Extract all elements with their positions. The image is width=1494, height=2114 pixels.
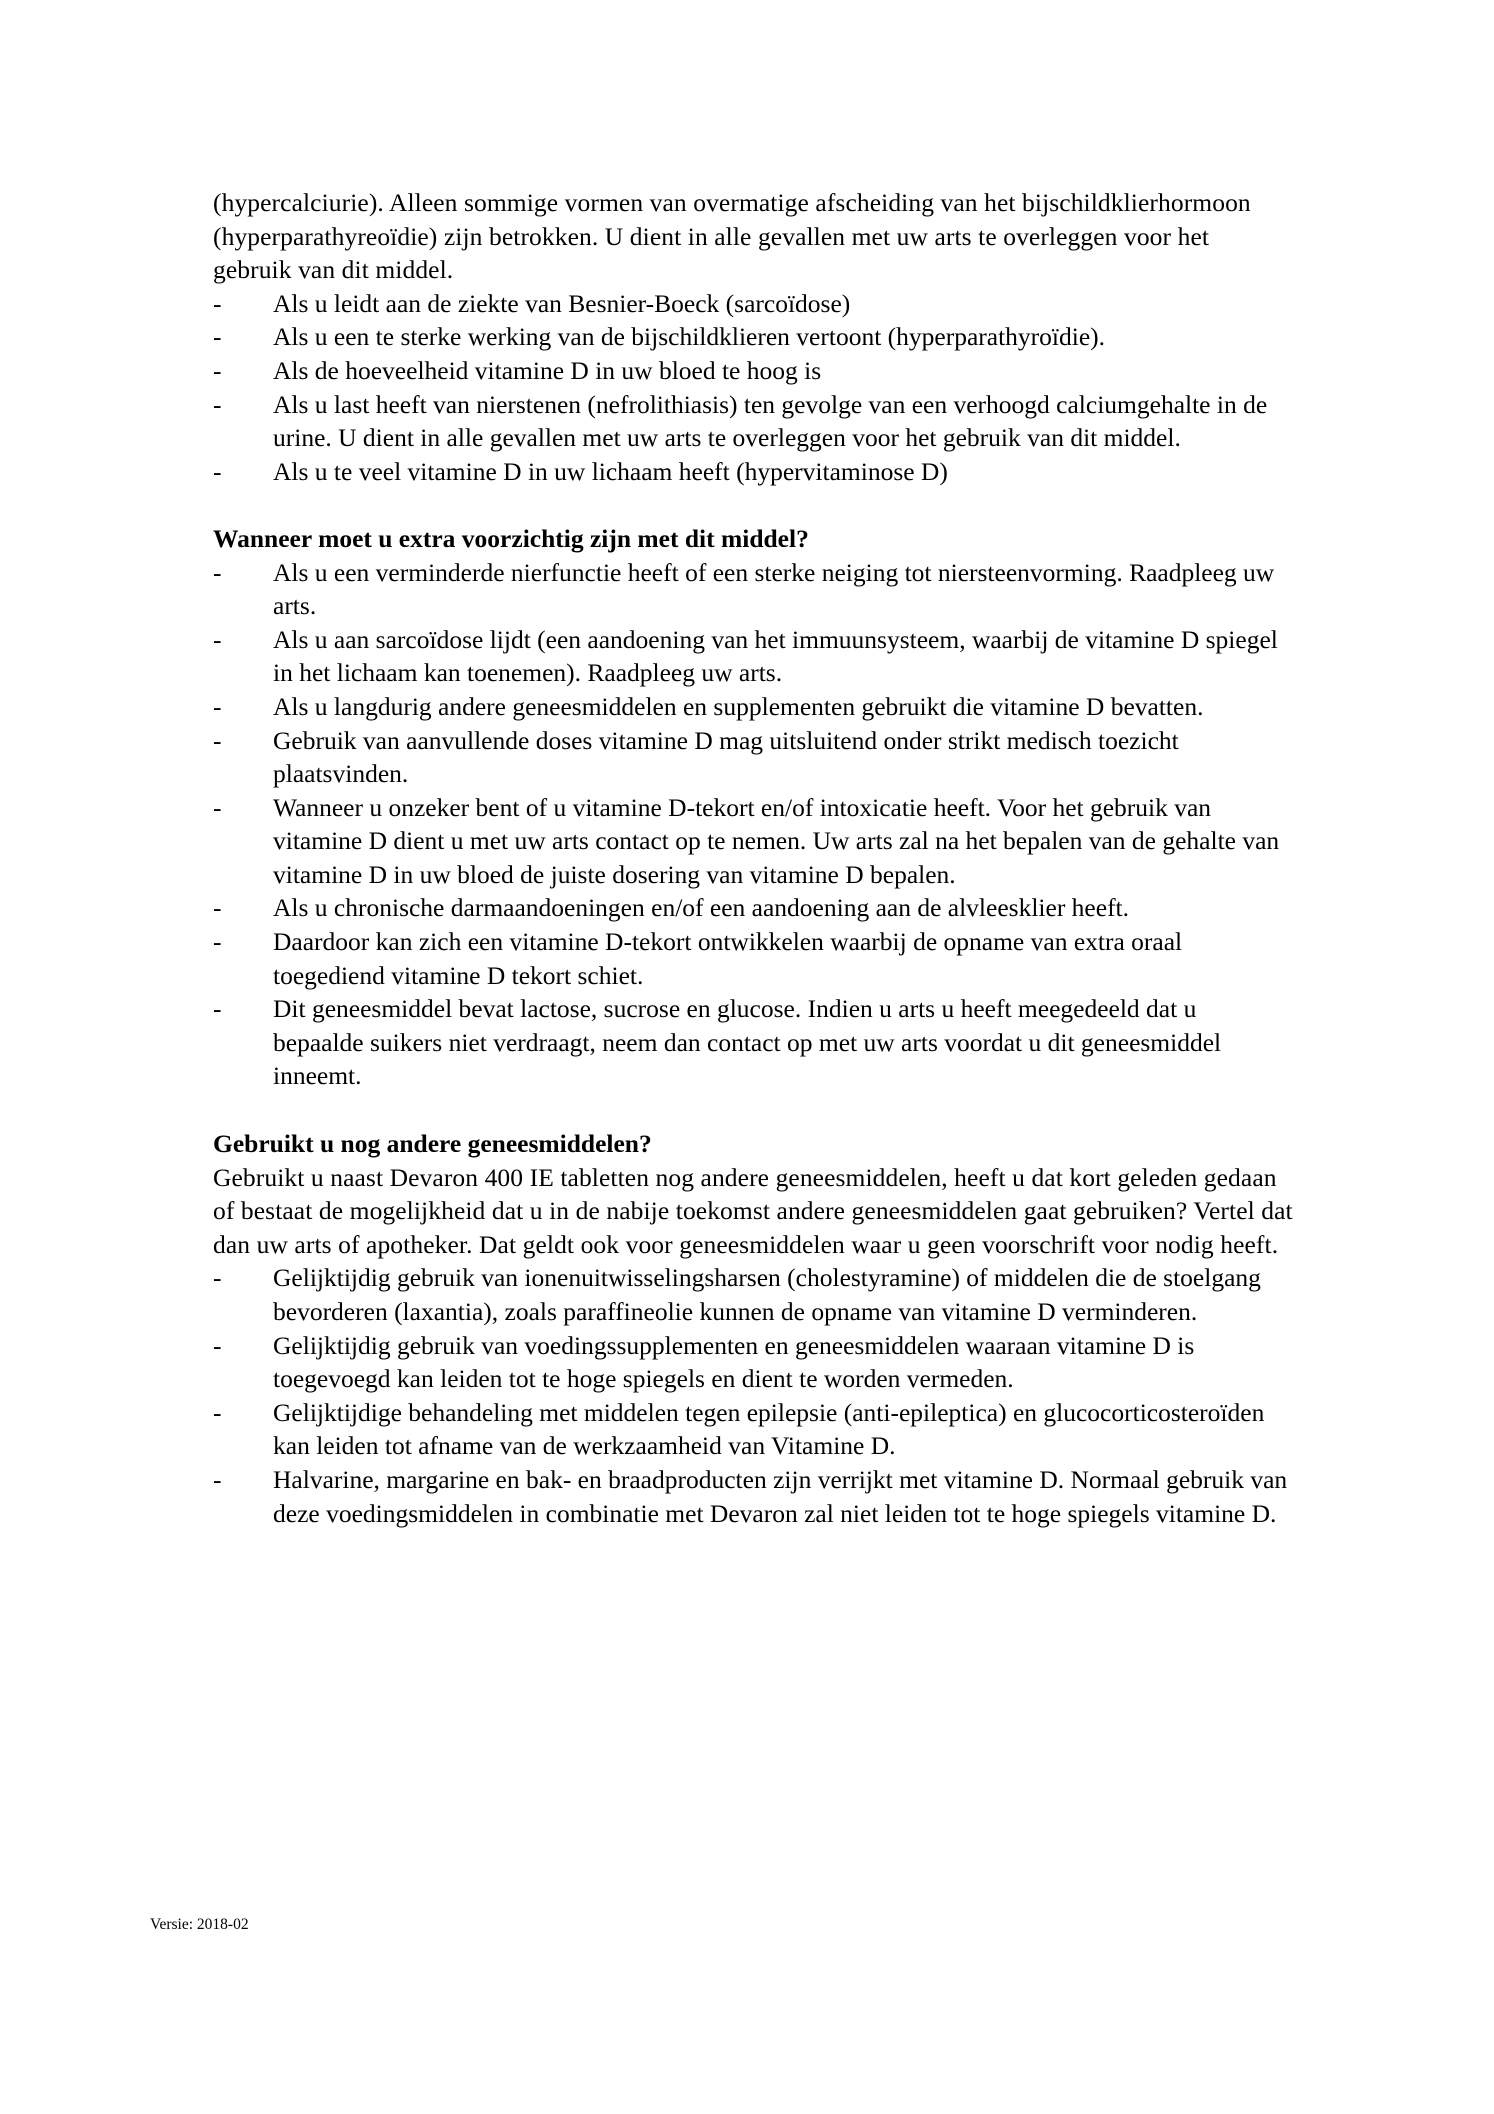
bullet-dash-icon: - [213,725,222,755]
list-item-text: Als u te veel vitamine D in uw lichaam heeft (hypervitaminose D) [273,456,948,486]
list-item-text: Daardoor kan zich een vitamine D-tekort ontwikkelen waarbij de opname van extra oraal toegediend vitamine D tekort schiet. [273,927,1183,990]
list-item [213,556,1293,623]
bullet-dash-icon: - [213,557,222,587]
list-item [213,1396,1293,1463]
bullet-dash-icon: - [213,624,222,654]
list-item-text: Als de hoeveelheid vitamine D in uw bloed te hoog is [273,355,822,385]
list-item-text: Dit geneesmiddel bevat lactose, sucrose en glucose. Indien u arts u heeft meegedeeld dat u bepaalde suikers niet verdraagt, neem dan contact op met uw arts voordat u dit geneesmiddel inneemt. [273,994,1222,1091]
section-spacer [213,1093,1293,1127]
list-item [213,354,1293,388]
bullet-dash-icon: - [213,456,222,486]
other-medicines-bullet-list [213,1261,1293,1530]
list-item [213,791,1293,892]
list-item-text: Gelijktijdig gebruik van voedingssupplementen en geneesmiddelen waaraan vitamine D is toegevoegd kan leiden tot te hoge spiegels en dient te worden vermeden. [273,1330,1195,1394]
list-item-text: Als u leidt aan de ziekte van Besnier-Boeck (sarcoïdose) [273,288,851,318]
list-item [213,1463,1293,1530]
list-item [213,1261,1293,1328]
bullet-dash-icon: - [213,893,222,923]
bullet-dash-icon: - [213,322,222,352]
list-item [213,388,1293,455]
intro-paragraph: (hypercalciurie). Alleen sommige vormen van overmatige afscheiding van het bijschildklierhormoon (hyperparathyreoïdie) zijn betrokken. U dient in alle gevallen met uw arts te overleggen voor het gebruik van dit middel. [213,188,1251,285]
bullet-dash-icon: - [213,792,222,822]
bullet-dash-icon: - [213,1464,222,1494]
list-item-text: Wanneer u onzeker bent of u vitamine D-tekort en/of intoxicatie heeft. Voor het gebruik van vitamine D dient u met uw arts contact op te nemen. Uw arts zal na het bepalen van de gehalte van vitamine D in uw bloed de juiste dosering van vitamine D bepalen. [273,792,1280,889]
list-item [213,320,1293,354]
list-item [213,724,1293,791]
bullet-dash-icon: - [213,994,222,1024]
section-heading-other-medicines: Gebruikt u nog andere geneesmiddelen? [213,1129,652,1159]
list-item [213,925,1293,992]
list-item [213,1329,1293,1396]
bullet-dash-icon: - [213,691,222,721]
document-body [213,186,1293,1530]
bullet-dash-icon: - [213,389,222,419]
list-item [213,992,1293,1093]
list-item [213,287,1293,321]
footer-version: Versie: 2018-02 [150,1916,249,1933]
list-item-text: Halvarine, margarine en bak- en braadproducten zijn verrijkt met vitamine D. Normaal gebruik van deze voedingsmiddelen in combinatie met Devaron zal niet leiden tot te hoge spiegels vitamine D. [273,1464,1288,1528]
list-item-text: Als u chronische darmaandoeningen en/of een aandoening aan de alvleesklier heeft. [273,893,1130,923]
bullet-dash-icon: - [213,1330,222,1360]
precautions-bullet-list [213,556,1293,1094]
intro-bullet-list [213,287,1293,489]
list-item-text: Als u een verminderde nierfunctie heeft of een sterke neiging tot niersteenvorming. Raadpleeg uw arts. [273,557,1275,621]
list-item-text: Als u langdurig andere geneesmiddelen en supplementen gebruikt die vitamine D bevatten. [273,691,1204,721]
list-item [213,455,1293,489]
bullet-dash-icon: - [213,1397,222,1427]
bullet-dash-icon: - [213,927,222,957]
list-item-text: Gelijktijdige behandeling met middelen tegen epilepsie (anti-epileptica) en glucocorticosteroïden kan leiden tot afname van de werkzaamheid van Vitamine D. [273,1397,1265,1461]
list-item-text: Gelijktijdig gebruik van ionenuitwisselingsharsen (cholestyramine) of middelen die de stoelgang bevorderen (laxantia), zoals paraffineolie kunnen de opname van vitamine D verminderen. [273,1263,1261,1326]
list-item [213,690,1293,724]
list-item [213,623,1293,690]
section-spacer [213,488,1293,522]
section-heading-precautions: Wanneer moet u extra voorzichtig zijn met dit middel? [213,523,809,553]
list-item-text: Als u een te sterke werking van de bijschildklieren vertoont (hyperparathyroïdie). [273,322,1106,352]
bullet-dash-icon: - [213,355,222,385]
bullet-dash-icon: - [213,1263,222,1293]
list-item [213,891,1293,925]
list-item-text: Gebruik van aanvullende doses vitamine D mag uitsluitend onder strikt medisch toezicht plaatsvinden. [273,725,1179,789]
list-item-text: Als u last heeft van nierstenen (nefrolithiasis) ten gevolge van een verhoogd calciumgehalte in de urine. U dient in alle gevallen met uw arts te overleggen voor het gebruik van dit middel. [273,389,1268,453]
list-item-text: Als u aan sarcoïdose lijdt (een aandoening van het immuunsysteem, waarbij de vitamine D spiegel in het lichaam kan toenemen). Raadpleeg uw arts. [273,624,1278,688]
bullet-dash-icon: - [213,288,222,318]
other-medicines-paragraph: Gebruikt u naast Devaron 400 IE tabletten nog andere geneesmiddelen, heeft u dat kort geleden gedaan of bestaat de mogelijkheid dat u in de nabije toekomst andere geneesmiddelen gaat gebruiken? Vertel dat dan uw arts of apotheker. Dat geldt ook voor geneesmiddelen waar u geen voorschrift voor nodig heeft. [213,1162,1293,1259]
